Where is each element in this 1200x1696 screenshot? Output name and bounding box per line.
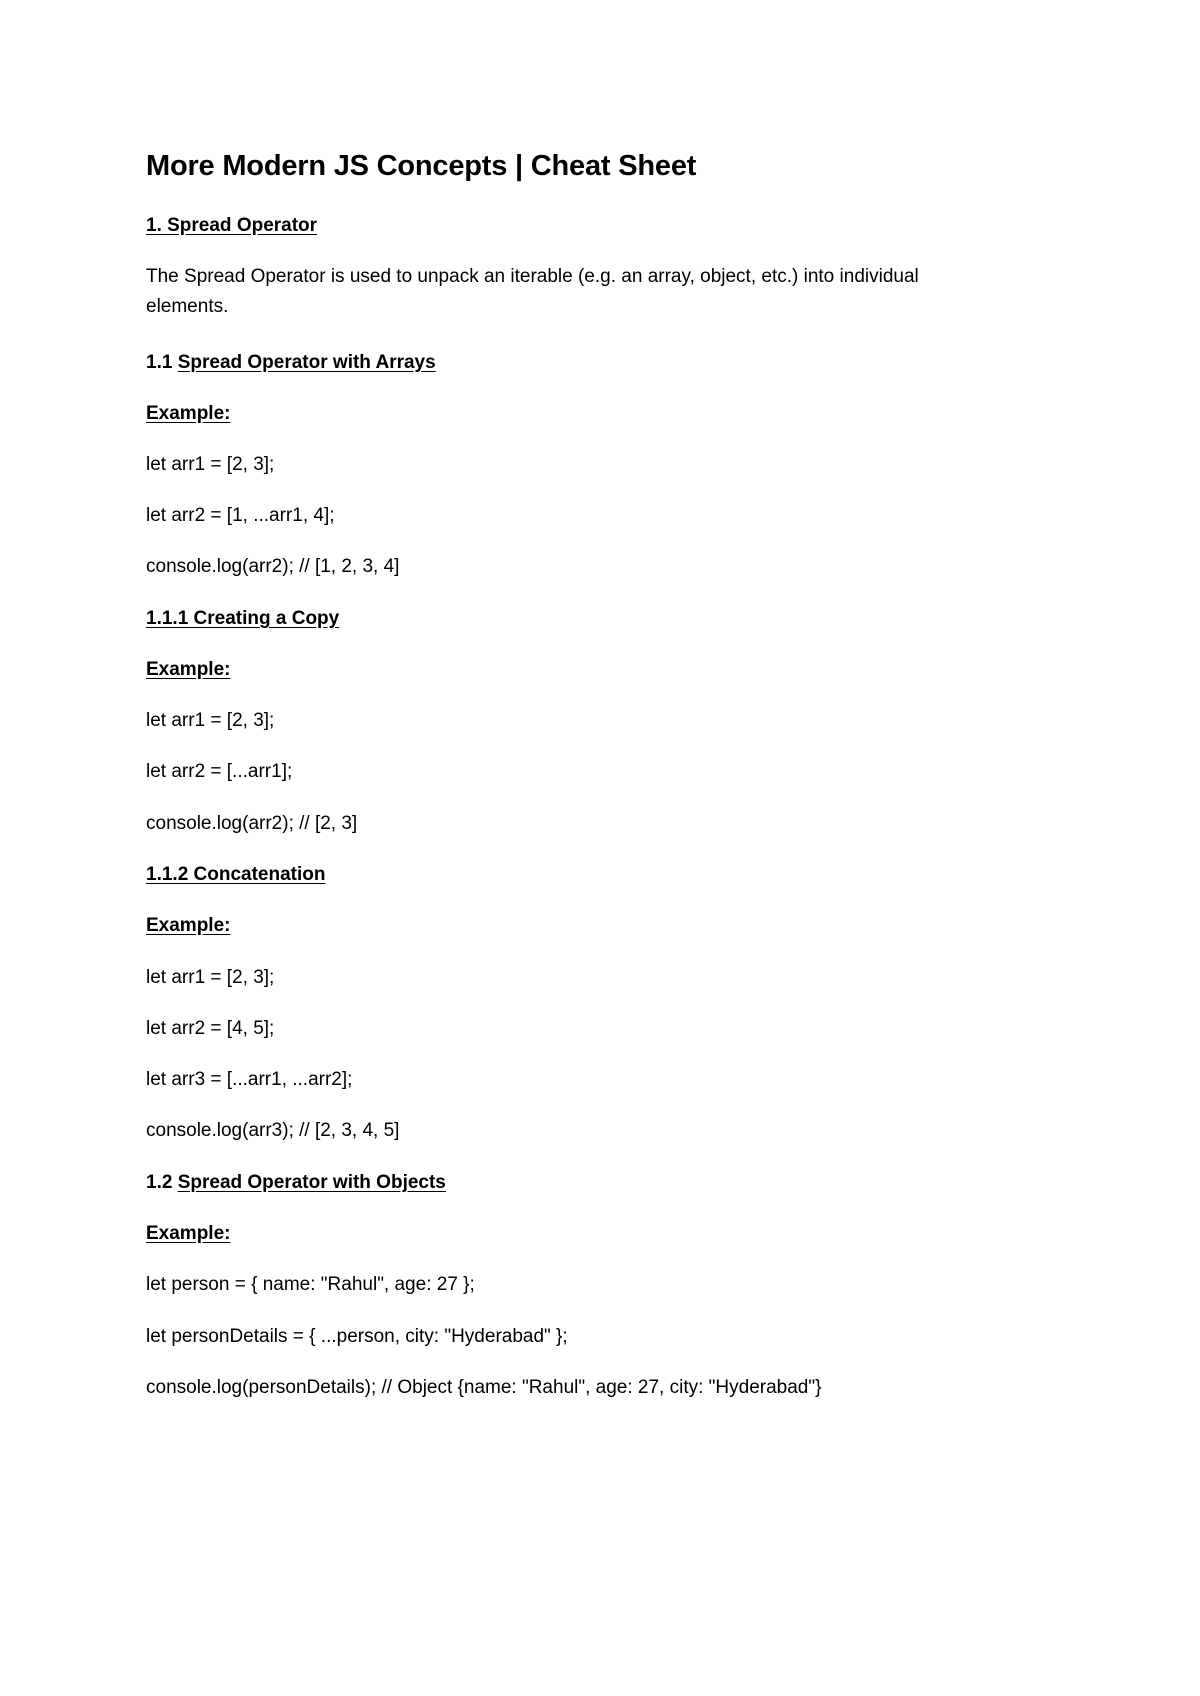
page-title: More Modern JS Concepts | Cheat Sheet — [146, 150, 697, 182]
section-1-1-heading — [146, 348, 436, 378]
code-line: let arr1 = [2, 3]; — [146, 710, 275, 731]
section-1-description: The Spread Operator is used to unpack an iterable (e.g. an array, object, etc.) into individual elements. — [146, 266, 919, 317]
code-line: let person = { name: "Rahul", age: 27 }; — [146, 1274, 475, 1295]
section-1-2-heading — [146, 1168, 446, 1198]
code-line: let personDetails = { ...person, city: "Hyderabad" }; — [146, 1326, 568, 1347]
example-label: Example: — [146, 1223, 231, 1244]
code-line: let arr2 = [...arr1]; — [146, 761, 293, 782]
code-line: console.log(arr2); // [1, 2, 3, 4] — [146, 556, 400, 577]
code-line: let arr2 = [1, ...arr1, 4]; — [146, 505, 335, 526]
example-label: Example: — [146, 915, 231, 936]
section-1-1-2-heading: 1.1.2 Concatenation — [146, 864, 326, 885]
section-1-1-1-heading: 1.1.1 Creating a Copy — [146, 608, 340, 629]
code-line: console.log(arr2); // [2, 3] — [146, 813, 358, 834]
code-line: let arr1 = [2, 3]; — [146, 967, 275, 988]
code-line: let arr1 = [2, 3]; — [146, 454, 275, 475]
code-line: let arr2 = [4, 5]; — [146, 1018, 275, 1039]
code-line: console.log(personDetails); // Object {name: "Rahul", age: 27, city: "Hyderabad"} — [146, 1377, 822, 1398]
example-label: Example: — [146, 403, 231, 424]
section-1-1-number: 1.1 — [146, 352, 173, 373]
code-line: console.log(arr3); // [2, 3, 4, 5] — [146, 1120, 400, 1141]
section-1-2-title: Spread Operator with Objects — [177, 1172, 446, 1193]
section-1-1-title: Spread Operator with Arrays — [177, 352, 436, 373]
section-1-heading: 1. Spread Operator — [146, 215, 318, 236]
section-1-2-number: 1.2 — [146, 1172, 173, 1193]
code-line: let arr3 = [...arr1, ...arr2]; — [146, 1069, 353, 1090]
example-label: Example: — [146, 659, 231, 680]
